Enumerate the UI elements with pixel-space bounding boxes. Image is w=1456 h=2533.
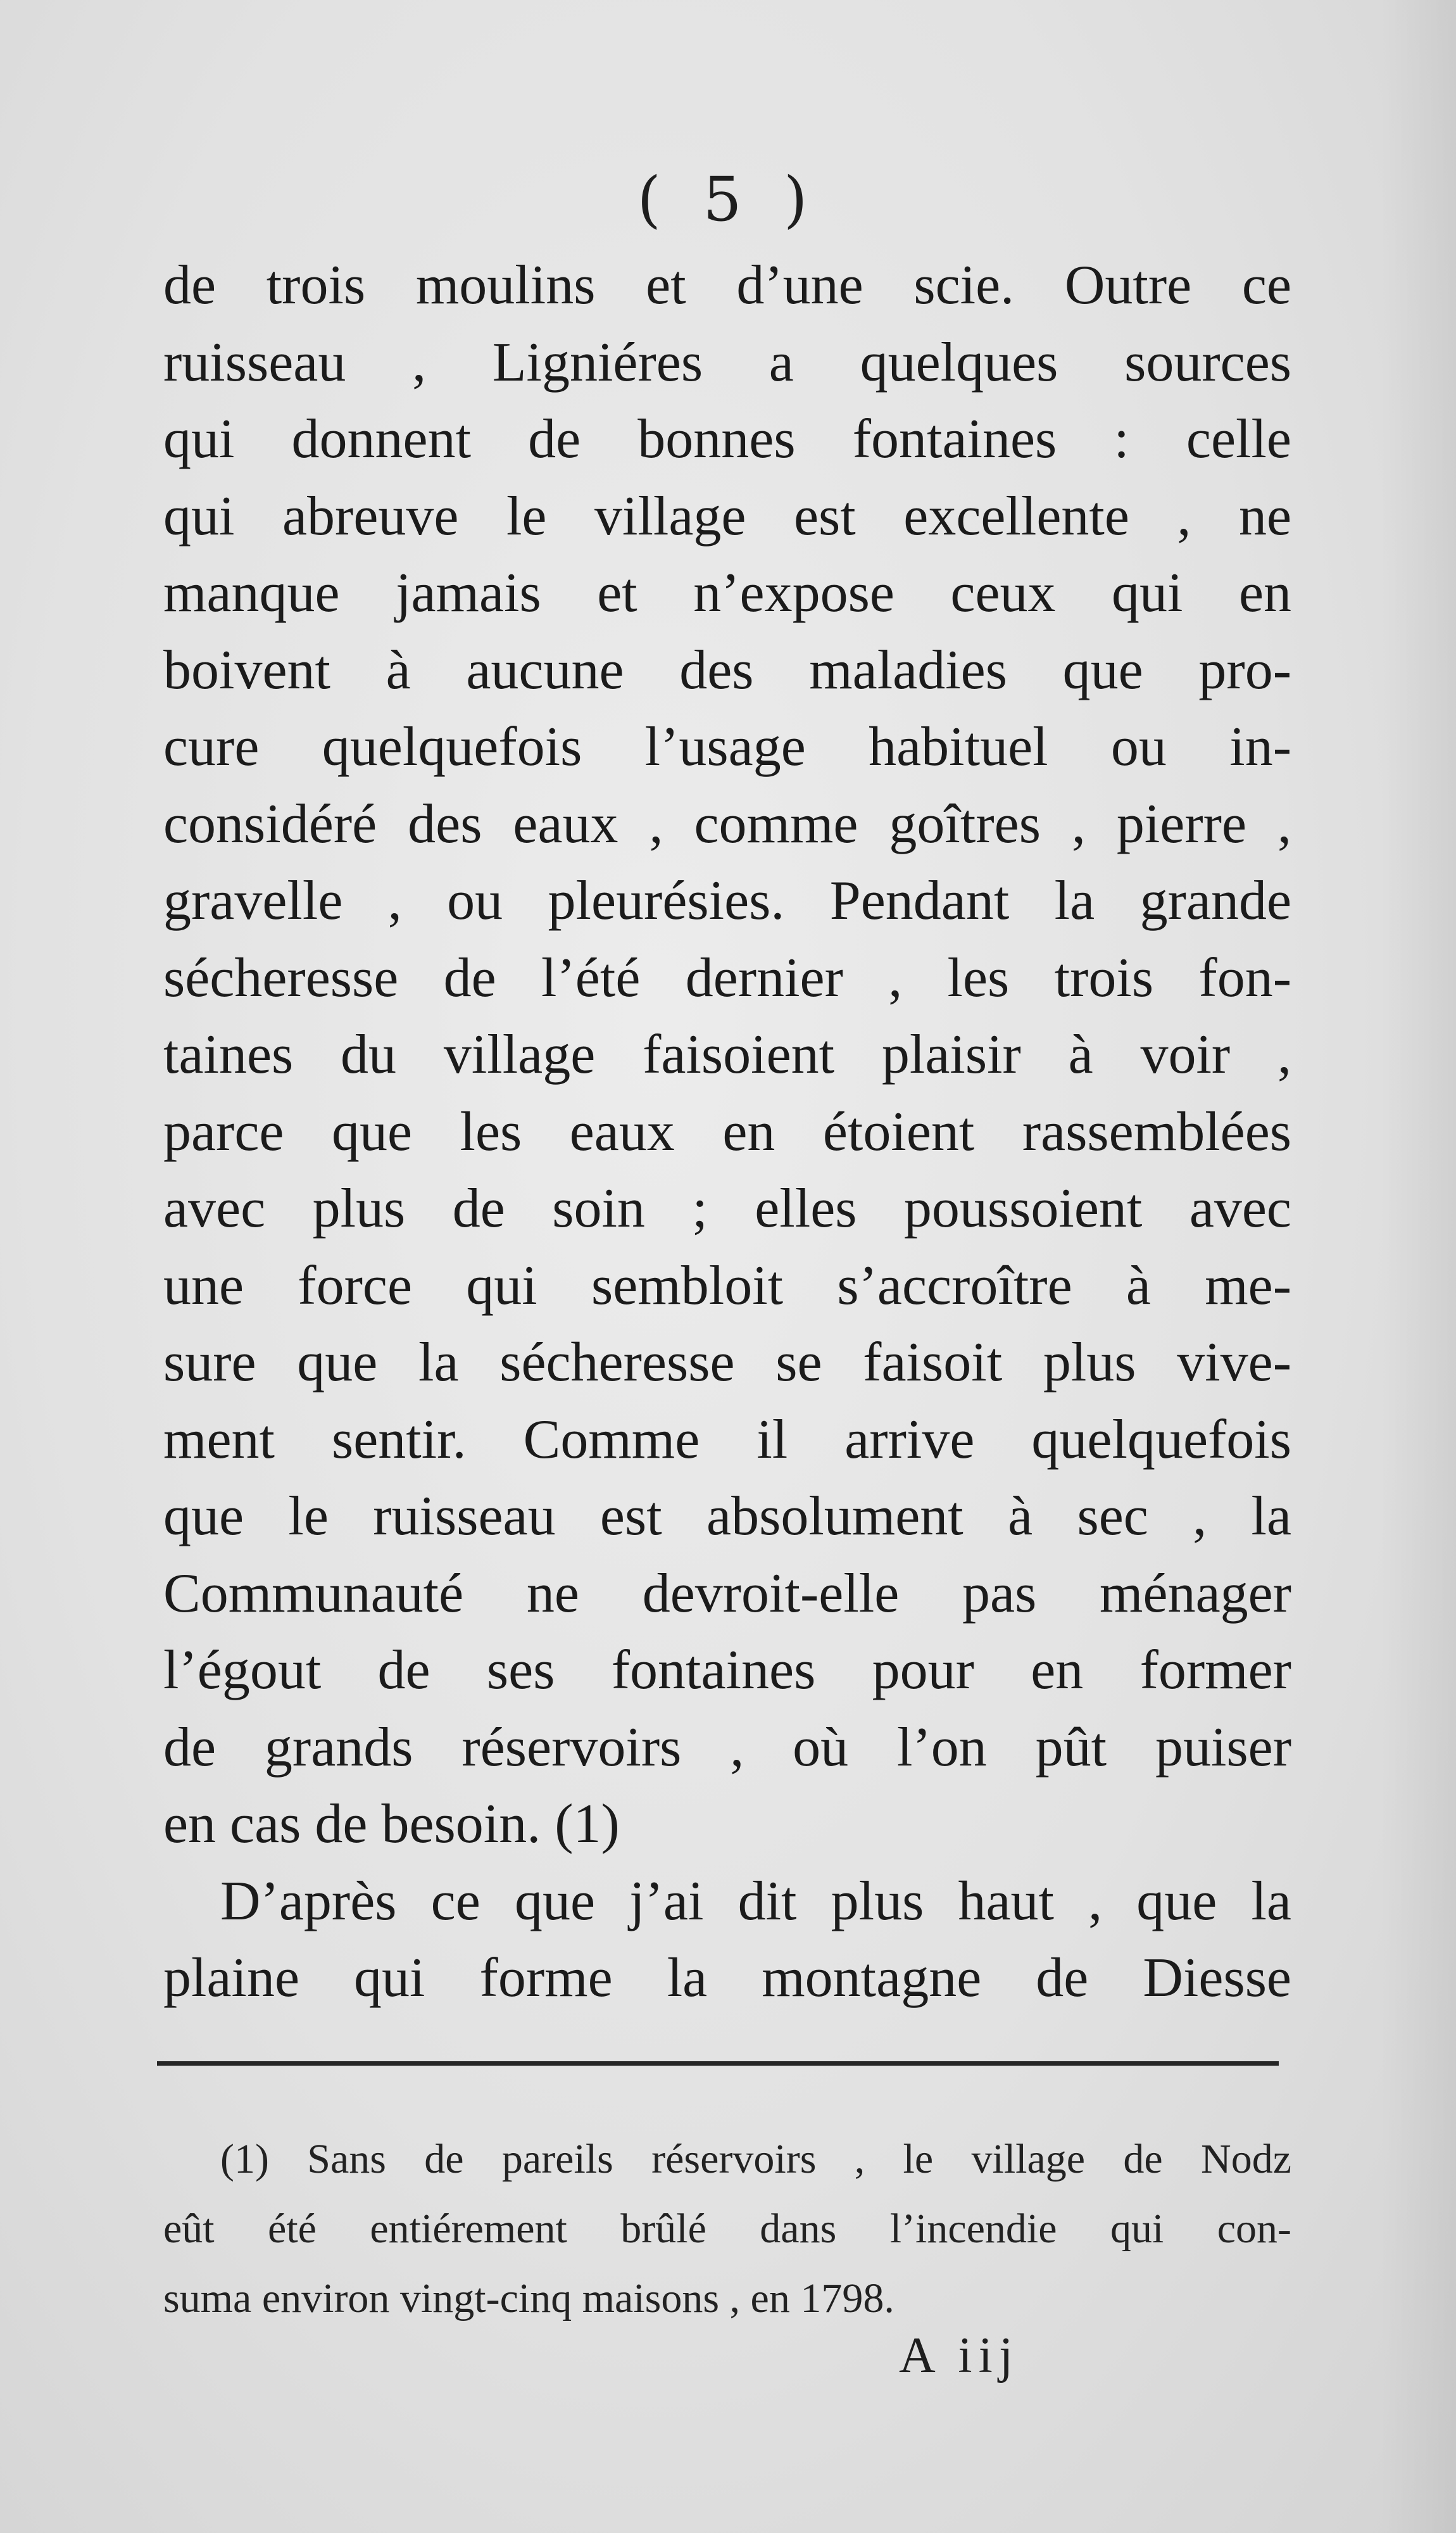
footnote-divider (157, 2061, 1279, 2066)
footnote-line: suma environ vingt-cinq maisons , en 1798. (163, 2275, 894, 2321)
text-line: taines du village faisoient plaisir à voir , (163, 1024, 1291, 1085)
text-line-paragraph-start: D’après ce que j’ai dit plus haut , que la (220, 1870, 1291, 1932)
text-line: qui abreuve le village est excellente , ne (163, 485, 1291, 547)
text-line: que le ruisseau est absolument à sec , la (163, 1486, 1291, 1547)
text-line: sécheresse de l’été dernier , les trois fon- (163, 947, 1291, 1009)
page-number: ( 5 ) (637, 164, 819, 235)
text-line: ment sentir. Comme il arrive quelquefois (163, 1408, 1291, 1470)
text-line: de trois moulins et d’une scie. Outre ce (163, 255, 1291, 316)
text-line: l’égout de ses fontaines pour en former (163, 1639, 1291, 1701)
text-line: gravelle , ou pleurésies. Pendant la grande (163, 870, 1291, 932)
footnote (163, 2125, 1291, 2334)
body-text (163, 247, 1291, 2017)
text-line: une force qui sembloit s’accroître à me- (163, 1254, 1291, 1317)
text-line: manque jamais et n’expose ceux qui en (163, 562, 1291, 624)
text-line: considéré des eaux , comme goîtres , pierre , (163, 793, 1291, 855)
signature-mark: A iij (899, 2328, 1020, 2384)
text-line: parce que les eaux en étoient rassemblées (163, 1101, 1291, 1163)
text-line: avec plus de soin ; elles poussoient avec (163, 1178, 1291, 1239)
text-line: sure que la sécheresse se faisoit plus vive- (163, 1332, 1291, 1393)
footnote-line: (1) Sans de pareils réservoirs , le village de Nodz (220, 2136, 1291, 2182)
text-line-paragraph-end: en cas de besoin. (1) (163, 1793, 620, 1855)
footnote-line: eût été entiérement brûlé dans l’incendie qui con- (163, 2206, 1291, 2252)
page-edge-shadow (1380, 0, 1456, 2533)
text-line: cure quelquefois l’usage habituel ou in- (163, 716, 1291, 778)
text-line: plaine qui forme la montagne de Diesse (163, 1947, 1291, 2009)
text-line: qui donnent de bonnes fontaines : celle (163, 408, 1291, 470)
text-line: de grands réservoirs , où l’on pût puiser (163, 1716, 1291, 1778)
text-line: Communauté ne devroit-elle pas ménager (163, 1562, 1291, 1624)
text-line: boivent à aucune des maladies que pro- (163, 639, 1291, 701)
text-line: ruisseau , Ligniéres a quelques sources (163, 331, 1291, 393)
